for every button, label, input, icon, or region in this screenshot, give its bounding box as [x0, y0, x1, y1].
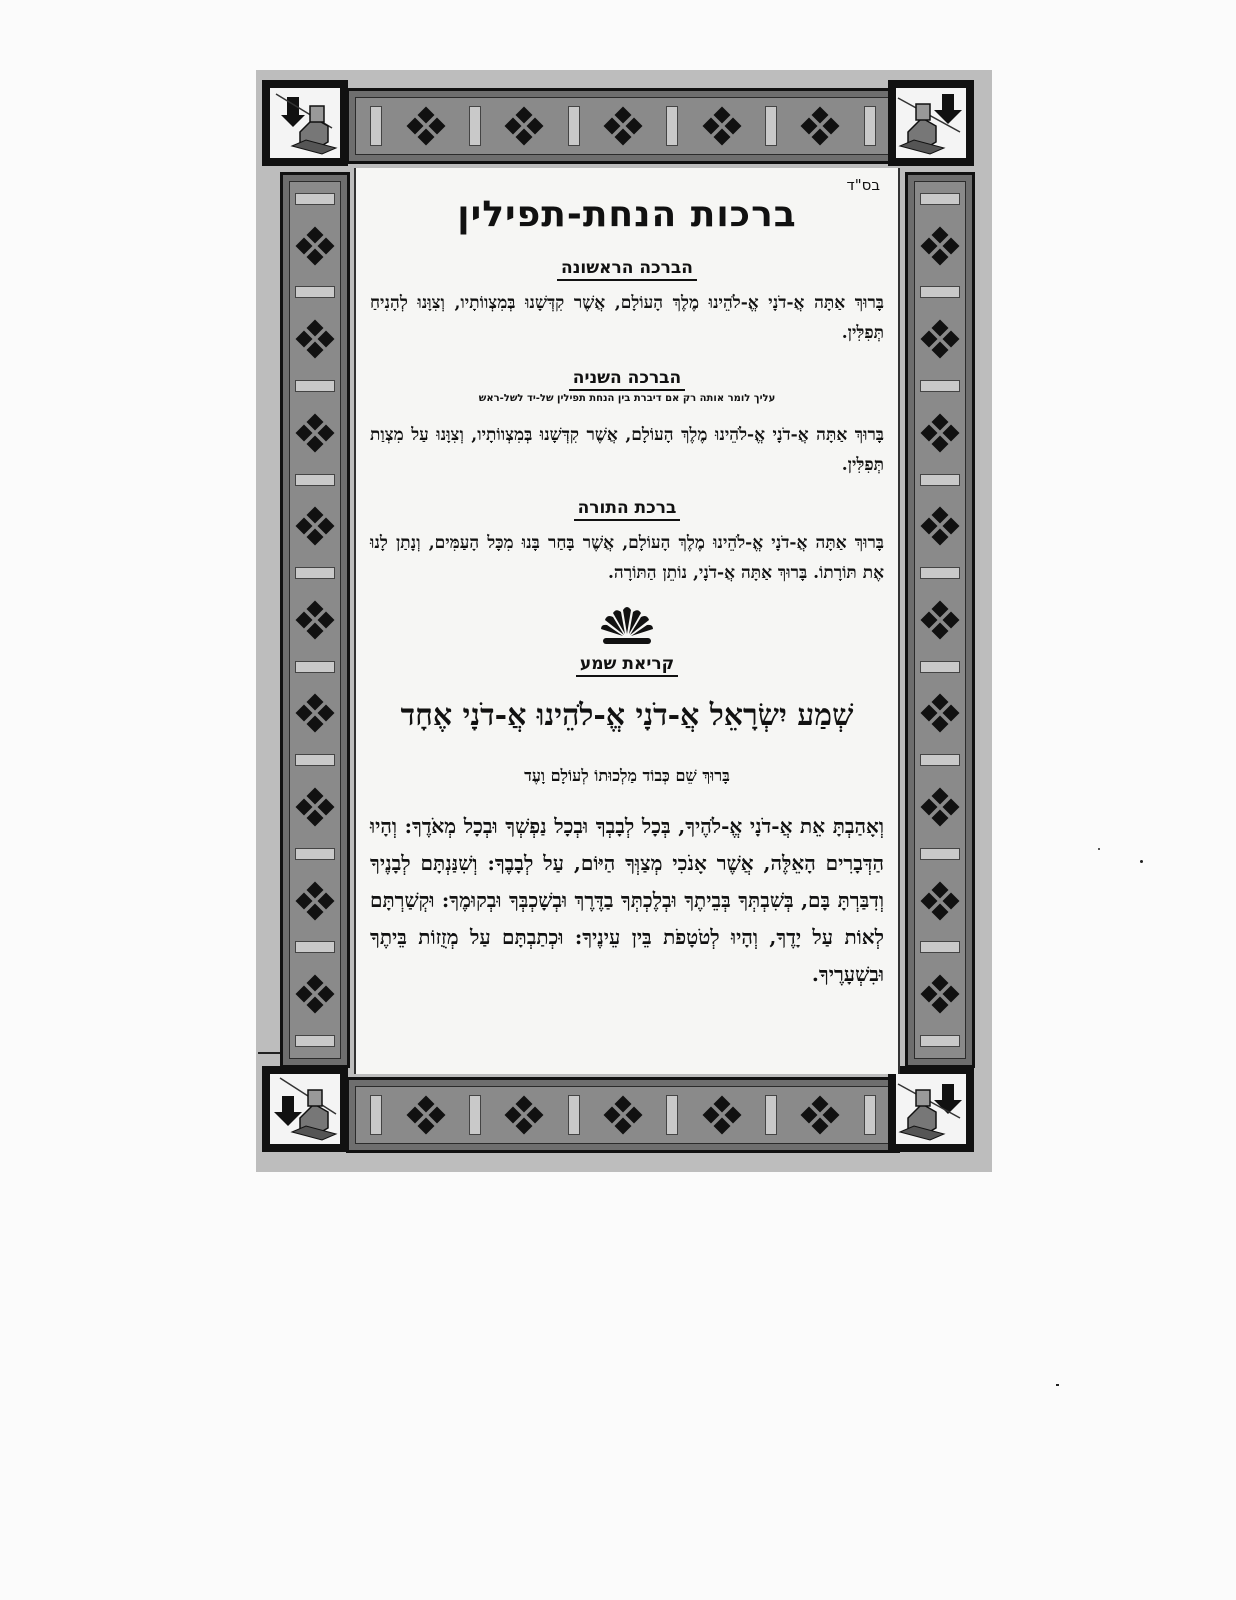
- diamond-ornament-icon: [923, 509, 957, 543]
- corner-tefillin-illustration: [262, 80, 348, 166]
- second-blessing-note: עליך לומר אותה רק אם דיברת בין הנחת תפילין של-יד לשל-ראש: [478, 393, 776, 404]
- baruch-shem-line: בָּרוּךְ שֵׁם כְּבוֹד מַלְכוּתוֹ לְעוֹלָם וָעֶד: [524, 766, 730, 785]
- corner-tefillin-illustration: [888, 80, 974, 166]
- diamond-ornament-icon: [298, 416, 332, 450]
- diamond-ornament-icon: [507, 1098, 541, 1132]
- diamond-ornament-icon: [298, 509, 332, 543]
- shema-heading: קריאת שמע: [576, 654, 678, 677]
- diamond-ornament-icon: [298, 229, 332, 263]
- diamond-ornament-icon: [923, 696, 957, 730]
- section-heading: [356, 258, 898, 278]
- bsd-mark: בס"ד: [846, 176, 880, 194]
- diamond-ornament-icon: [606, 1098, 640, 1132]
- diamond-ornament-icon: [803, 109, 837, 143]
- diamond-ornament-icon: [298, 696, 332, 730]
- diamond-ornament-icon: [298, 884, 332, 918]
- diamond-ornament-icon: [923, 884, 957, 918]
- diamond-ornament-icon: [923, 603, 957, 637]
- section-heading: [356, 654, 898, 674]
- diamond-ornament-icon: [298, 977, 332, 1011]
- frame-bottom-bar: [346, 1077, 900, 1153]
- first-blessing-text: בָּרוּךְ אַתָּה אֲ-דֹנָי אֱ-לֹהֵינוּ מֶלֶךְ הָעוֹלָם, אֲשֶׁר קִדְּשָׁנוּ בְּמִצְווֹתָיו, וְצִוָּנוּ לְהָנִיחַ תְּפִלִּין.: [370, 293, 884, 343]
- blessings-panel: [354, 168, 900, 1074]
- diamond-ornament-icon: [923, 322, 957, 356]
- corner-tefillin-illustration: [262, 1066, 348, 1152]
- first-blessing-heading: הברכה הראשונה: [557, 258, 697, 281]
- second-blessing-text: בָּרוּךְ אַתָּה אֲ-דֹנָי אֱ-לֹהֵינוּ מֶלֶךְ הָעוֹלָם, אֲשֶׁר קִדְּשָׁנוּ בְּמִצְווֹתָיו, וְצִוָּנוּ עַל מִצְוַת תְּפִלִּין.: [370, 425, 884, 475]
- shema-line: שְׁמַע יִשְׂרָאֵל אֲ-דֹנָי אֱ-לֹהֵינוּ אֲ-דֹנָי אֶחָד: [400, 698, 854, 733]
- scan-speck: [1098, 848, 1100, 850]
- frame-top-bar: [346, 88, 900, 164]
- diamond-ornament-icon: [507, 109, 541, 143]
- diamond-ornament-icon: [923, 416, 957, 450]
- diamond-ornament-icon: [409, 109, 443, 143]
- diamond-ornament-icon: [298, 790, 332, 824]
- shell-ornament-icon: [356, 604, 898, 652]
- torah-blessing-heading: ברכת התורה: [574, 498, 681, 521]
- frame-left-bar: [280, 172, 350, 1068]
- second-blessing-heading: הברכה השניה: [569, 368, 685, 391]
- diamond-ornament-icon: [923, 790, 957, 824]
- diamond-ornament-icon: [298, 322, 332, 356]
- torah-blessing-text: בָּרוּךְ אַתָּה אֲ-דֹנָי אֱ-לֹהֵינוּ מֶלֶךְ הָעוֹלָם, אֲשֶׁר בָּחַר בָּנוּ מִכָּל הָעַמִּים, וְנָתַן לָנוּ אֶת תּוֹרָתוֹ. בָּרוּךְ אַתָּה אֲ-דֹנָי, נוֹתֵן הַתּוֹרָה.: [370, 533, 884, 583]
- scan-speck: [1056, 1384, 1059, 1386]
- vahavta-paragraph: וְאָהַבְתָּ אֵת אֲ-דֹנָי אֱ-לֹהֶיךָ, בְּכָל לְבָבְךָ וּבְכָל נַפְשְׁךָ וּבְכָל מְאֹדֶךָ: וְהָיוּ הַדְּבָרִים הָאֵלֶּה, אֲשֶׁר אָנֹכִי מְצַוְּךָ הַיּוֹם, עַל לְבָבֶךָ: וְשִׁנַּנְתָּם לְבָנֶיךָ וְדִבַּרְתָּ בָּם, בְּשִׁבְתְּךָ בְּבֵיתֶךָ וּבְלֶכְתְּךָ בַדֶּרֶךְ וּבְשָׁכְבְּךָ וּבְקוּמֶךָ: וּקְשַׁרְתָּם לְאוֹת עַל יָדֶךָ, וְהָיוּ לְטֹטָפֹת בֵּין עֵינֶיךָ: וּכְתַבְתָּם עַל מְזֻזוֹת בֵּיתֶךָ וּבִשְׁעָרֶיךָ.: [370, 814, 884, 986]
- diamond-ornament-icon: [606, 109, 640, 143]
- corner-tefillin-illustration: [888, 1066, 974, 1152]
- page-title: ברכות הנחת-תפילין: [457, 194, 797, 235]
- diamond-ornament-icon: [705, 109, 739, 143]
- diamond-ornament-icon: [705, 1098, 739, 1132]
- diamond-ornament-icon: [923, 977, 957, 1011]
- section-heading: [356, 498, 898, 518]
- diamond-ornament-icon: [803, 1098, 837, 1132]
- diamond-ornament-icon: [298, 603, 332, 637]
- diamond-ornament-icon: [409, 1098, 443, 1132]
- scan-mark: [258, 1052, 280, 1054]
- section-heading: [356, 368, 898, 388]
- diamond-ornament-icon: [923, 229, 957, 263]
- scan-speck: [1140, 860, 1143, 863]
- frame-right-bar: [905, 172, 975, 1068]
